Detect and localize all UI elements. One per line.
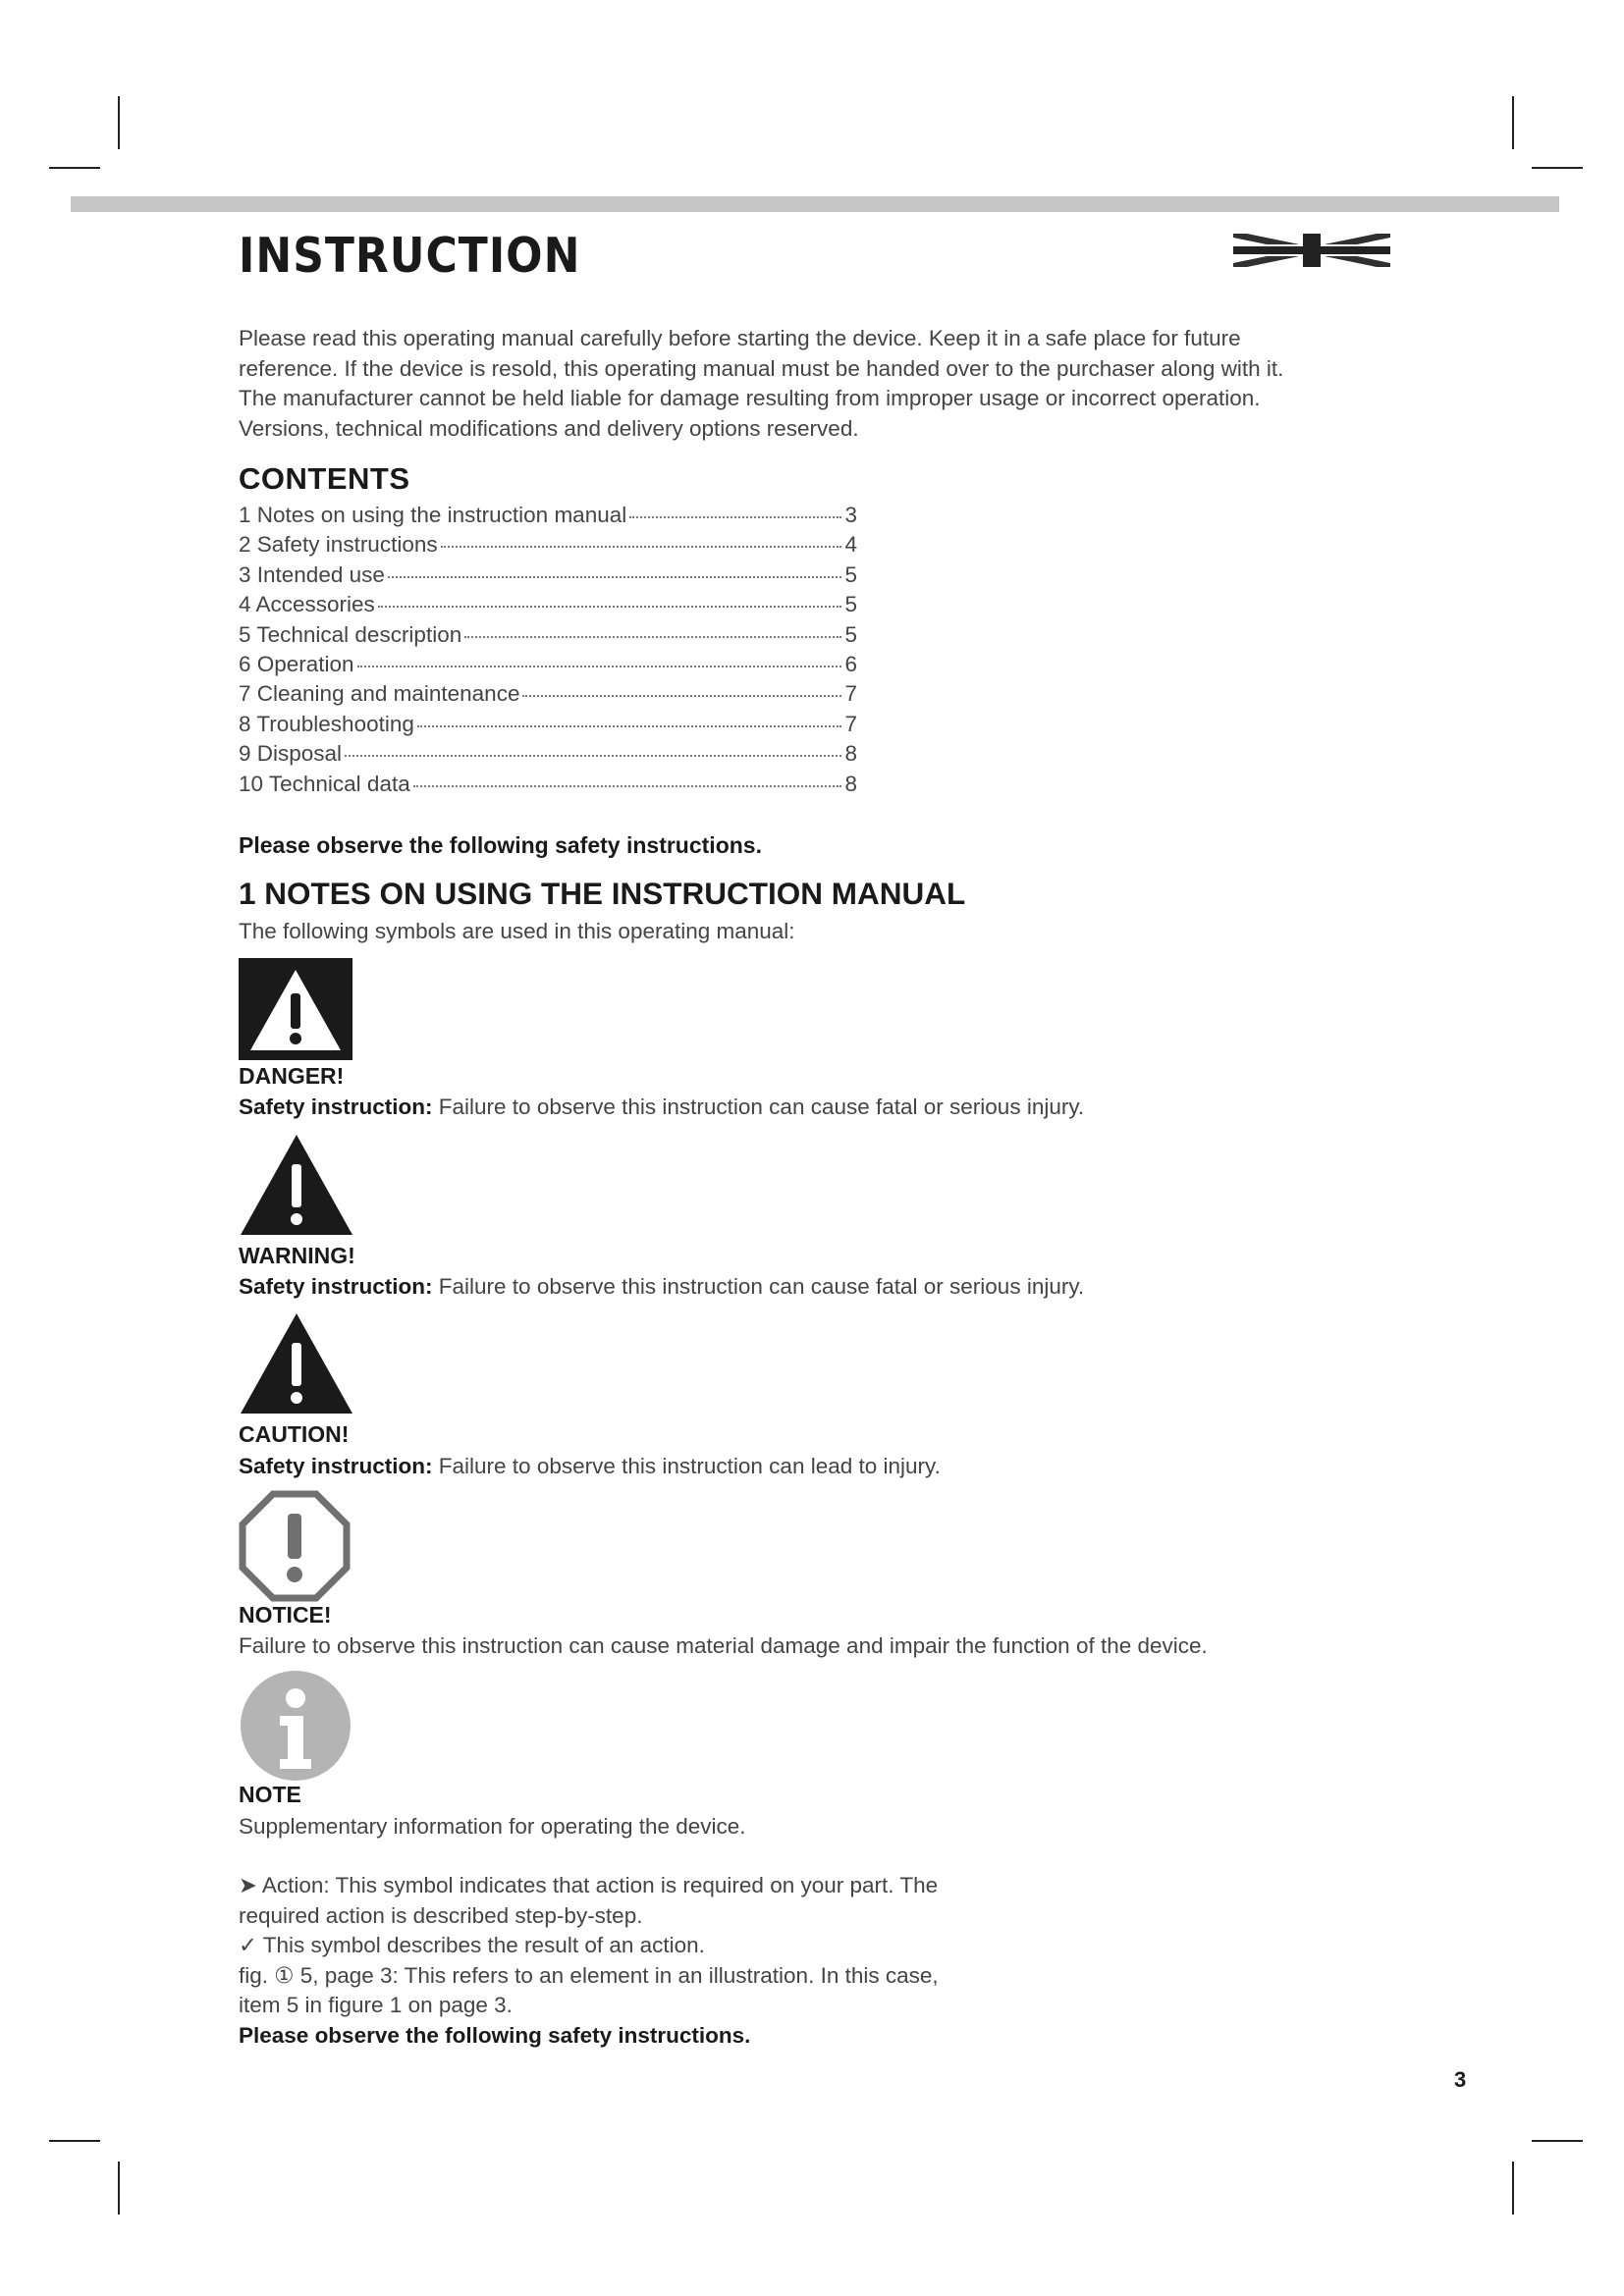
note-label: NOTE bbox=[239, 1782, 301, 1807]
notice-description: Failure to observe this instruction can cause material damage and impair the function of the device. bbox=[239, 1633, 1208, 1658]
crop-mark bbox=[1512, 2162, 1514, 2215]
crop-mark bbox=[49, 2140, 100, 2142]
notice-icon bbox=[239, 1490, 351, 1602]
crop-mark bbox=[1532, 2140, 1583, 2142]
toc-item[interactable]: 6 Operation 6 bbox=[239, 651, 857, 676]
danger-description: Safety instruction: Failure to observe this instruction can cause fatal or serious injury. bbox=[239, 1095, 1085, 1119]
section-heading: 1 NOTES ON USING THE INSTRUCTION MANUAL bbox=[239, 876, 966, 911]
section-lead: The following symbols are used in this operating manual: bbox=[239, 919, 795, 943]
caution-description: Safety instruction: Failure to observe this instruction can lead to injury. bbox=[239, 1454, 941, 1478]
info-icon bbox=[239, 1669, 352, 1783]
intro-paragraph: Please read this operating manual carefully before starting the device. Keep it in a safe place for future reference. If the device is resold, this operating manual must be handed over to the purchaser along with it. The manufacturer cannot be held liable for damage resulting from improper usage or incorrect operation. Versions, technical modifications and delivery options reserved. bbox=[239, 326, 1284, 441]
safety-note: Please observe the following safety instructions. bbox=[239, 832, 762, 858]
warning-icon bbox=[239, 1133, 354, 1239]
crop-mark bbox=[1532, 167, 1583, 169]
toc-item[interactable]: 3 Intended use 5 bbox=[239, 561, 857, 587]
toc-item[interactable]: 7 Cleaning and maintenance 7 bbox=[239, 681, 857, 707]
page-title: INSTRUCTION bbox=[239, 228, 581, 285]
toc-item[interactable]: 8 Troubleshooting 7 bbox=[239, 711, 857, 736]
toc-item[interactable]: 5 Technical description 5 bbox=[239, 621, 857, 647]
danger-label: DANGER! bbox=[239, 1063, 345, 1089]
caution-icon bbox=[239, 1311, 354, 1417]
warning-description: Safety instruction: Failure to observe this instruction can cause fatal or serious injury. bbox=[239, 1274, 1085, 1299]
page-number: 3 bbox=[1454, 2067, 1467, 2092]
contents-heading: CONTENTS bbox=[239, 461, 410, 496]
toc-item[interactable]: 9 Disposal 8 bbox=[239, 741, 857, 767]
crop-mark bbox=[1512, 96, 1514, 149]
action-explanations: ➤ Action: This symbol indicates that action is required on your part. The required action is described step-by-step. ✓ This symbol describes the result of an action. fig. ① 5, page 3: This refers to an element in an illustration. In this case, item 5 in figure 1 on page 3. Please observe the following safety instructions. bbox=[239, 1873, 939, 2048]
notice-label: NOTICE! bbox=[239, 1602, 332, 1628]
table-of-contents bbox=[239, 503, 857, 801]
warning-label: WARNING! bbox=[239, 1243, 355, 1268]
toc-item[interactable]: 2 Safety instructions 4 bbox=[239, 532, 857, 558]
toc-item[interactable]: 10 Technical data 8 bbox=[239, 771, 857, 796]
crop-mark bbox=[49, 167, 100, 169]
crop-mark bbox=[118, 96, 120, 149]
caution-label: CAUTION! bbox=[239, 1421, 350, 1447]
note-description: Supplementary information for operating the device. bbox=[239, 1814, 746, 1839]
header-bar bbox=[71, 196, 1559, 212]
uk-flag-icon bbox=[1233, 234, 1390, 267]
toc-item[interactable]: 1 Notes on using the instruction manual 3 bbox=[239, 503, 857, 527]
danger-icon bbox=[239, 958, 352, 1060]
toc-item[interactable]: 4 Accessories 5 bbox=[239, 592, 857, 617]
crop-mark bbox=[118, 2162, 120, 2215]
closing-safety-note: Please observe the following safety instructions. bbox=[239, 2022, 751, 2048]
